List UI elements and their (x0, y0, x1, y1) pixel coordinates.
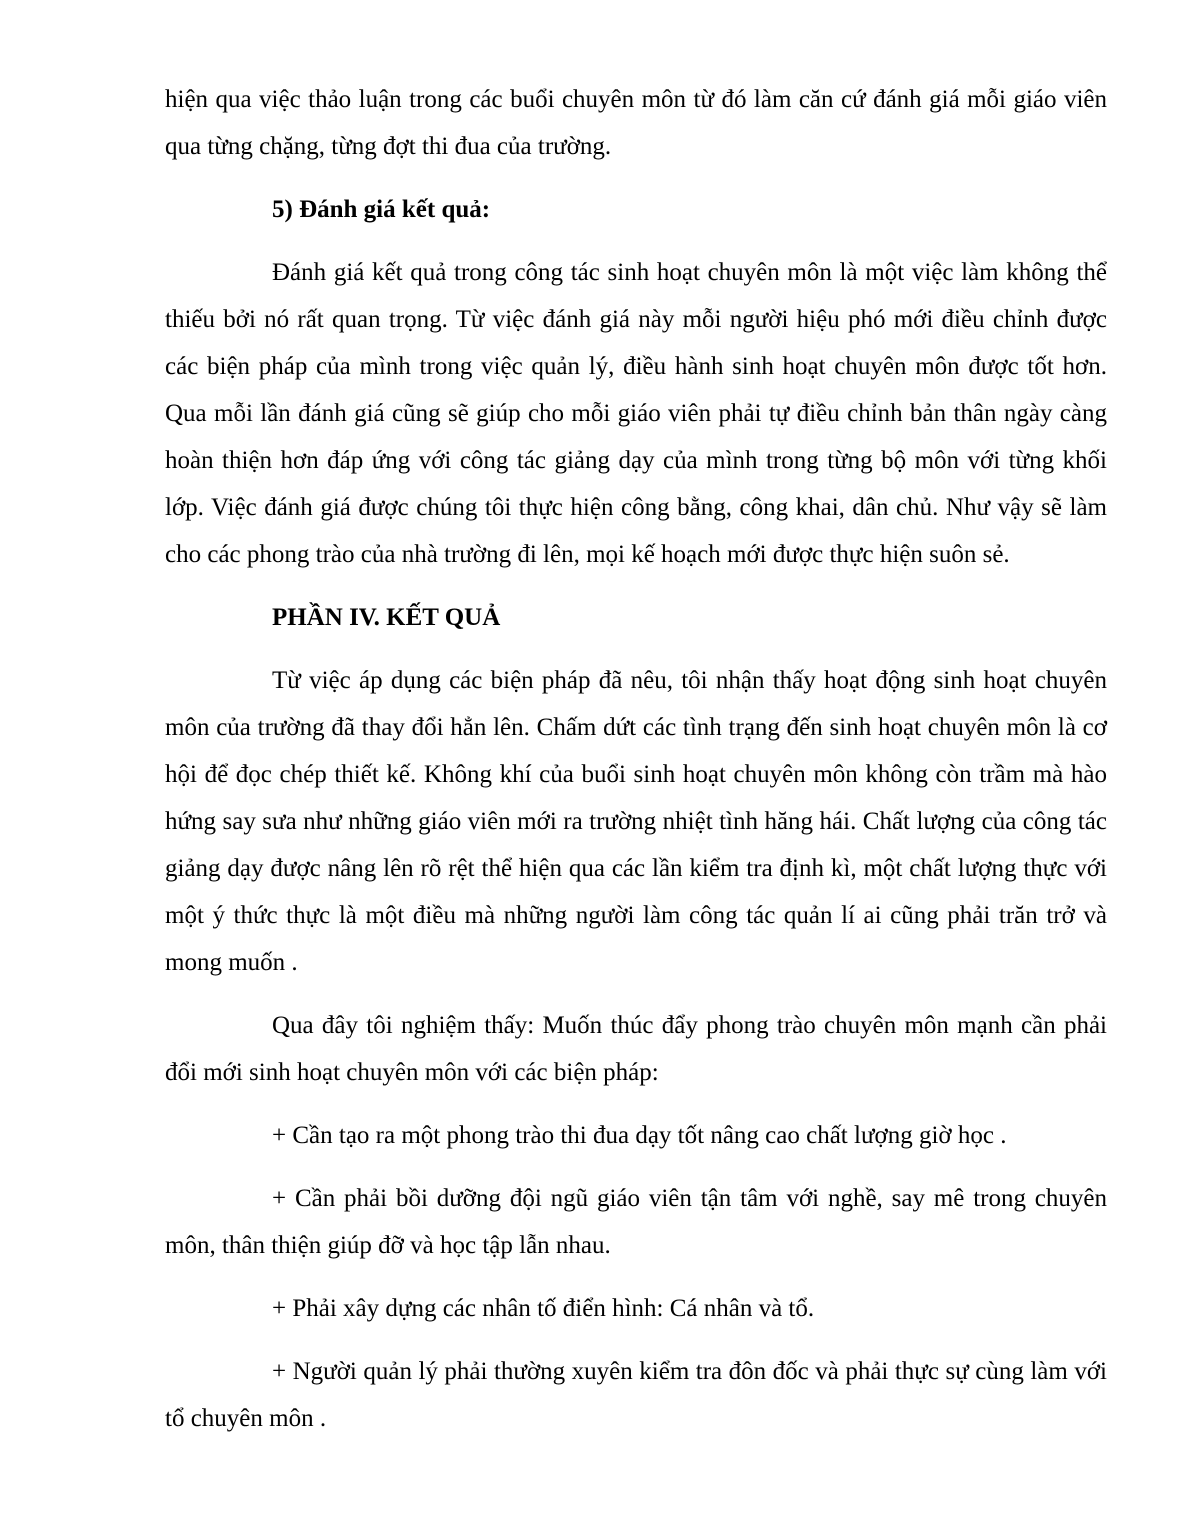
paragraph-nghiem-thay: Qua đây tôi nghiệm thấy: Muốn thúc đẩy phong trào chuyên môn mạnh cần phải đổi mới sinh hoạt chuyên môn với các biện pháp: (165, 1012, 1107, 1086)
list-item-boi-duong: + Cần phải bồi dưỡng đội ngũ giáo viên tận tâm với nghề, say mê trong chuyên môn, thân thiện giúp đỡ và học tập lẫn nhau. (165, 1185, 1107, 1259)
section-heading-danh-gia-ket-qua: 5) Đánh giá kết quả: (272, 196, 491, 223)
paragraph-danh-gia: Đánh giá kết quả trong công tác sinh hoạt chuyên môn là một việc làm không thể thiếu bởi nó rất quan trọng. Từ việc đánh giá này mỗi người hiệu phó mới điều chỉnh được các biện pháp của mình trong việc quản lý, điều hành sinh hoạt chuyên môn được tốt hơn. Qua mỗi lần đánh giá cũng sẽ giúp cho mỗi giáo viên phải tự điều chỉnh bản thân ngày càng hoàn thiện hơn đáp ứng với công tác giảng dạy của mình trong từng bộ môn với từng khối lớp. Việc đánh giá được chúng tôi thực hiện công bằng, công khai, dân chủ. Như vậy sẽ làm cho các phong trào của nhà trường đi lên, mọi kế hoạch mới được thực hiện suôn sẻ. (165, 259, 1107, 568)
list-item-quan-ly: + Người quản lý phải thường xuyên kiểm tra đôn đốc và phải thực sự cùng làm với tổ chuyên môn . (165, 1358, 1107, 1432)
paragraph-continuation: hiện qua việc thảo luận trong các buổi chuyên môn từ đó làm căn cứ đánh giá mỗi giáo viên qua từng chặng, từng đợt thi đua của trường. (165, 86, 1107, 160)
paragraph-ket-qua: Từ việc áp dụng các biện pháp đã nêu, tôi nhận thấy hoạt động sinh hoạt chuyên môn của trường đã thay đổi hẳn lên. Chấm dứt các tình trạng đến sinh hoạt chuyên môn là cơ hội để đọc chép thiết kế. Không khí của buổi sinh hoạt chuyên môn không còn trầm mà hào hứng say sưa như những giáo viên mới ra trường nhiệt tình hăng hái. Chất lượng của công tác giảng dạy được nâng lên rõ rệt thể hiện qua các lần kiểm tra định kì, một chất lượng thực với một ý thức thực là một điều mà những người làm công tác quản lí ai cũng phải trăn trở và mong muốn . (165, 667, 1107, 976)
list-item-phong-trao: + Cần tạo ra một phong trào thi đua dạy tốt nâng cao chất lượng giờ học . (272, 1122, 1007, 1149)
section-heading-phan-iv: PHẦN IV. KẾT QUẢ (272, 604, 501, 631)
list-item-nhan-to: + Phải xây dựng các nhân tố điển hình: Cá nhân và tổ. (272, 1295, 815, 1322)
document-body (165, 76, 1107, 1442)
